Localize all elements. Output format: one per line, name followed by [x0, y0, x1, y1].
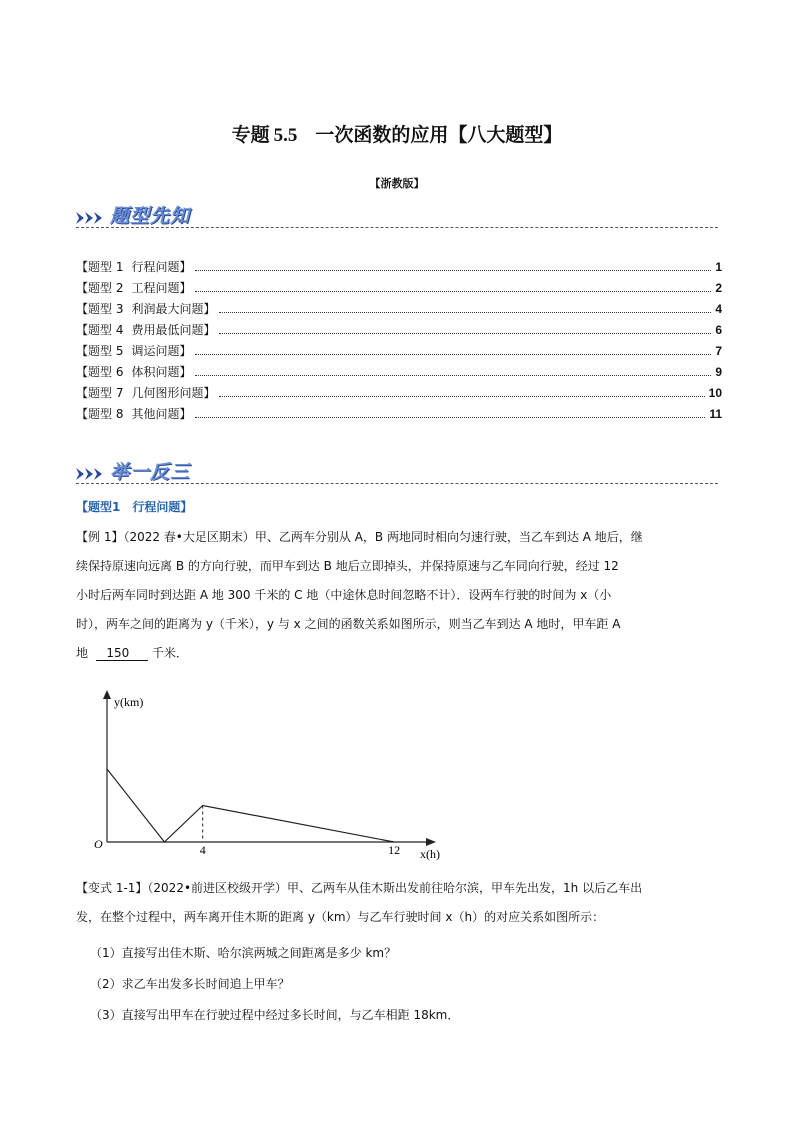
y-axis-label: y(km)	[114, 695, 144, 709]
variant-line: 【变式 1-1】（2022•前进区校级开学）甲、乙两车从佳木斯出发前往哈尔滨，甲车先出发，1h 以后乙车出	[76, 881, 643, 895]
series-line	[107, 769, 394, 842]
dashed-divider	[76, 227, 718, 228]
toc-item[interactable]	[76, 300, 722, 321]
x-tick-label: 12	[388, 843, 401, 857]
variant-line: 发，在整个过程中，两车离开佳木斯的距离 y（km）与乙车行驶时间 x（h）的对应关系如图所示：	[76, 910, 605, 924]
variant-1-1	[76, 874, 730, 932]
toc-code: 【题型 2	[76, 281, 124, 295]
page-title: 专题 5.5 一次函数的应用【八大题型】	[231, 124, 563, 146]
example-line: 小时后两车同时到达距 A 地 300 千米的 C 地（中途休息时间忽略不计）．设两车行驶的时间为 x（小	[76, 588, 612, 602]
toc-leader	[219, 396, 704, 397]
y-axis-arrow	[103, 690, 111, 699]
toc-title: 利润最大问题】	[131, 302, 216, 316]
toc-code: 【题型 5	[76, 344, 124, 358]
question-2: （2）求乙车出发多长时间追上甲车？	[90, 977, 290, 991]
toc-leader	[219, 333, 711, 334]
toc-title: 工程问题】	[131, 281, 192, 295]
x-axis-label: x(h)	[420, 847, 440, 861]
toc-page-number: 6	[715, 323, 722, 337]
banner-overview	[76, 202, 718, 228]
toc-title: 调运问题】	[131, 344, 192, 358]
toc-title: 几何图形问题】	[131, 386, 216, 400]
toc-item[interactable]	[76, 258, 722, 279]
answer-blank: 150	[96, 646, 148, 661]
arrows-icon	[76, 468, 110, 480]
toc-code: 【题型 3	[76, 302, 124, 316]
toc-title: 行程问题】	[131, 260, 192, 274]
toc-leader	[195, 354, 711, 355]
toc-page-number: 7	[715, 344, 722, 358]
toc-title: 体积问题】	[131, 365, 192, 379]
banner-label: 举一反三	[110, 461, 191, 483]
toc-leader	[195, 270, 711, 271]
origin-label: O	[94, 837, 103, 851]
distance-time-chart	[90, 686, 450, 866]
toc-title: 费用最低问题】	[131, 323, 216, 337]
toc-code: 【题型 4	[76, 323, 124, 337]
toc-page-number: 4	[715, 302, 722, 316]
example-line: 时），两车之间的距离为 y（千米），y 与 x 之间的函数关系如图所示，则当乙车到达 A 地时，甲车距 A	[76, 617, 621, 631]
toc-item[interactable]	[76, 321, 722, 342]
toc-leader	[195, 375, 711, 376]
arrows-icon	[76, 212, 110, 224]
toc-code: 【题型 6	[76, 365, 124, 379]
x-tick-label: 4	[199, 843, 206, 857]
edition-label: 【浙教版】	[369, 177, 425, 190]
banner-practice	[76, 458, 718, 484]
toc-leader	[195, 417, 705, 418]
toc-title: 其他问题】	[131, 407, 192, 421]
toc-item[interactable]	[76, 279, 722, 300]
example-line: 续保持原速向远离 B 的方向行驶，而甲车到达 B 地后立即掉头，并保持原速与乙车同向行驶，经过 12	[76, 559, 619, 573]
toc-page-number: 9	[715, 365, 722, 379]
toc-item[interactable]	[76, 363, 722, 384]
toc-page-number: 10	[708, 386, 722, 400]
x-axis-arrow	[426, 838, 436, 846]
dashed-divider	[76, 483, 718, 484]
question-3: （3）直接写出甲车在行驶过程中经过多长时间，与乙车相距 18km．	[90, 1008, 460, 1022]
question-1: （1）直接写出佳木斯、哈尔滨两城之间距离是多少 km？	[90, 946, 397, 960]
toc-leader	[195, 291, 711, 292]
toc-page-number: 2	[715, 281, 722, 295]
toc-item[interactable]	[76, 405, 722, 426]
toc-code: 【题型 7	[76, 386, 124, 400]
banner-label: 题型先知	[110, 205, 191, 227]
toc-code: 【题型 1	[76, 260, 124, 274]
toc-page-number: 11	[709, 407, 722, 421]
toc-leader	[219, 312, 711, 313]
toc-item[interactable]	[76, 384, 722, 405]
example-line: 地 150 千米．	[76, 646, 188, 660]
example-line: 【例 1】（2022 春•大足区期末）甲、乙两车分别从 A，B 两地同时相向匀速行驶，当乙车到达 A 地后，继	[76, 530, 643, 544]
section-heading: 【题型1 行程问题】	[76, 500, 193, 514]
toc-code: 【题型 8	[76, 407, 124, 421]
table-of-contents	[76, 258, 722, 426]
toc-page-number: 1	[715, 260, 722, 274]
example-1	[76, 523, 730, 668]
toc-item[interactable]	[76, 342, 722, 363]
